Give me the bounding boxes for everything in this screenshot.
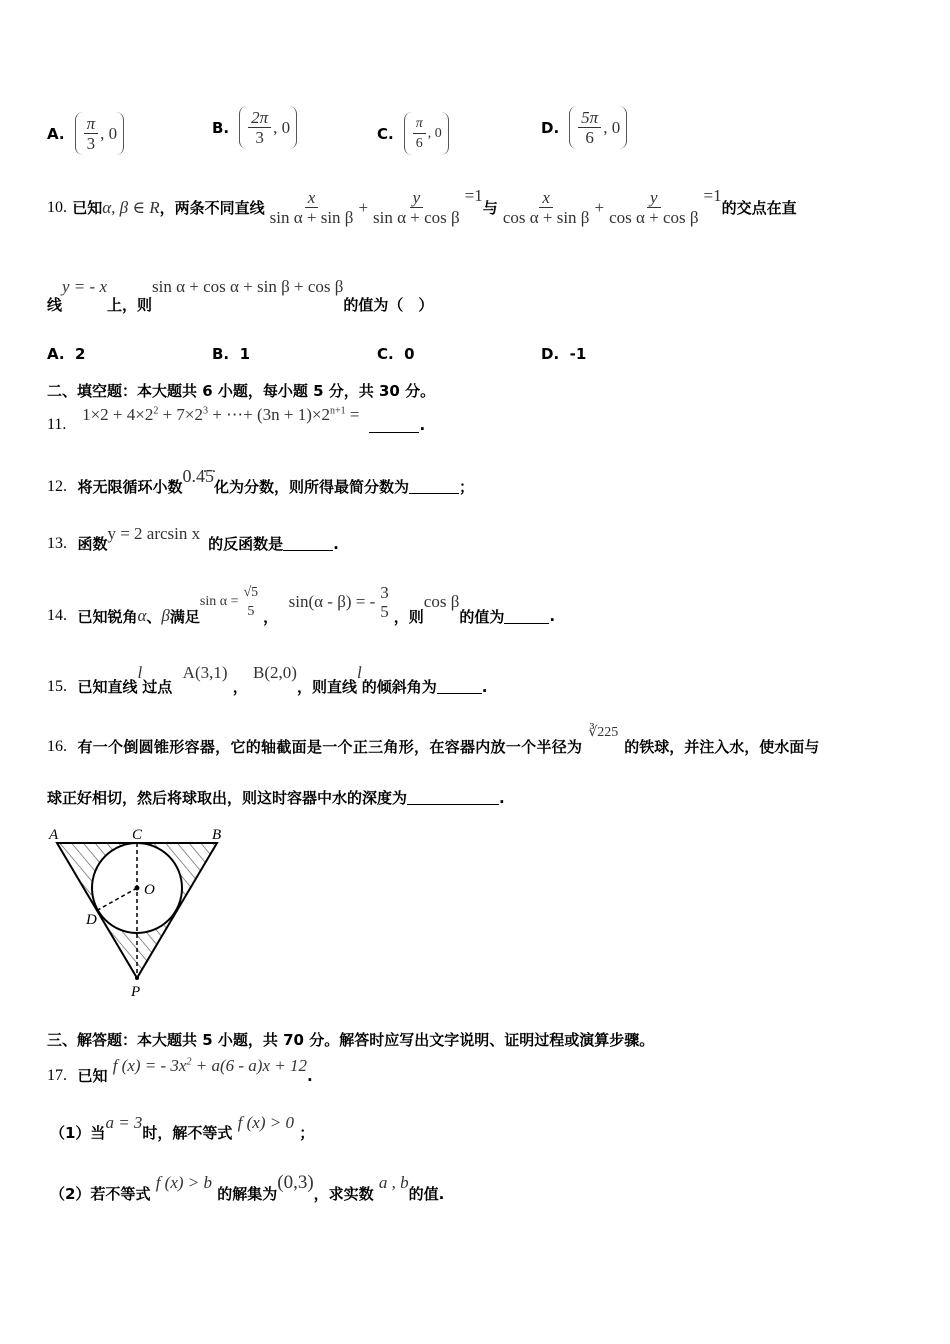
math: + 7×2	[158, 405, 204, 424]
frac-num: 2π	[248, 108, 271, 128]
option-label: B.	[212, 345, 230, 363]
text: ，两条不同直线	[159, 199, 265, 217]
q9-option-a	[47, 112, 124, 155]
frac-den: 3	[86, 134, 96, 153]
text: 的交点在直	[721, 199, 797, 217]
exponent: 2	[153, 405, 159, 417]
math: y = 2 arcsin x	[107, 523, 201, 543]
text: 的值.	[408, 1184, 445, 1203]
math: sin α =	[199, 594, 239, 609]
text: 的值为（ ）	[343, 296, 434, 314]
math: α	[137, 606, 147, 625]
math: B(2,0)	[253, 662, 297, 682]
heading-text: 二、填空题：本大题共 6 小题，每小题 5 分，共 30 分。	[47, 382, 436, 400]
option-label: D.	[541, 118, 560, 137]
q17-part1	[50, 1112, 315, 1142]
text: 上，则	[107, 296, 153, 314]
option-value: 0	[404, 345, 415, 363]
math: cos β	[423, 592, 460, 611]
frac-den: sin α + sin β	[269, 208, 354, 227]
option-label: C.	[377, 124, 394, 143]
answer-blank[interactable]	[409, 479, 459, 494]
label-c: C	[132, 827, 143, 843]
option-value: 1	[239, 345, 251, 363]
text: .	[333, 534, 339, 553]
math: =	[345, 405, 360, 424]
q14	[47, 583, 556, 626]
text: 的值为	[459, 607, 505, 626]
option-tail: , 0	[273, 117, 291, 137]
math: f (x) > 0	[237, 1112, 294, 1132]
text: 球正好相切，然后将球取出，则这时容器中水的深度为	[47, 789, 408, 807]
text: 已知	[72, 199, 103, 217]
option-label: A.	[47, 124, 65, 143]
text: 已知直线	[77, 678, 138, 696]
math: =1	[464, 185, 483, 205]
math: sin α + cos α + sin β + cos β	[152, 276, 344, 296]
answer-blank[interactable]	[369, 418, 419, 433]
text: .	[499, 788, 505, 807]
math: + ⋯+ (3n + 1)×2	[208, 405, 330, 424]
q16-line2	[47, 787, 505, 808]
math: y = - x	[62, 276, 107, 296]
frac-den: cos α + cos β	[609, 208, 699, 227]
frac-den: sin α + cos β	[373, 208, 460, 227]
frac-num: π	[84, 114, 99, 134]
text: 化为分数，则所得最简分数为	[213, 478, 409, 496]
cone-cross-section-figure	[40, 820, 240, 1000]
option-tail: , 0	[603, 117, 621, 137]
text: .	[306, 1066, 313, 1085]
frac-num: 3	[380, 583, 389, 602]
frac-num: x	[305, 188, 319, 208]
math: 0.4̇5̇	[182, 466, 214, 486]
math: sin(α - β) = -	[288, 592, 376, 611]
answer-blank[interactable]	[504, 609, 549, 624]
label-a: A	[49, 827, 59, 843]
q15	[47, 662, 488, 696]
text: 的反函数是	[208, 535, 284, 553]
label-o: O	[144, 882, 155, 898]
frac-num: y	[410, 188, 424, 208]
option-tail: , 0	[427, 125, 442, 141]
option-value: -1	[569, 345, 587, 363]
part-label: （2）若不等式	[50, 1184, 151, 1203]
q10-line1	[47, 185, 797, 227]
math: ∛225	[588, 725, 619, 740]
text: 的解集为	[217, 1184, 278, 1203]
text: 的铁球，并注入水，使水面与	[624, 738, 820, 756]
text: ，则直线	[296, 678, 357, 696]
text: ；	[299, 1124, 315, 1142]
text: .	[419, 416, 426, 434]
center-point	[135, 886, 140, 891]
text: .	[481, 677, 488, 696]
question-number: 12.	[47, 477, 67, 495]
q13	[47, 523, 339, 553]
q10-option-a	[47, 345, 85, 363]
vertex-point	[135, 976, 139, 980]
text: ，则	[393, 607, 424, 626]
frac-den: 5	[247, 604, 255, 619]
label-b: B	[212, 827, 222, 843]
text: 时，解不等式	[142, 1124, 233, 1142]
frac-num: 5π	[578, 108, 601, 128]
math: + a(6 - a)x + 12	[191, 1055, 307, 1075]
text: ，	[263, 607, 279, 626]
text: 已知	[77, 1067, 108, 1085]
option-tail: , 0	[100, 123, 118, 143]
answer-blank[interactable]	[283, 536, 333, 551]
text: 有一个倒圆锥形容器，它的轴截面是一个正三角形，在容器内放一个半径为	[77, 738, 583, 756]
option-label: C.	[377, 345, 394, 363]
option-label: A.	[47, 345, 65, 363]
math: 1×2 + 4×2	[82, 405, 154, 424]
option-value: 2	[75, 345, 86, 363]
frac-den: cos α + sin β	[502, 208, 590, 227]
frac-num: y	[647, 188, 661, 208]
label-p: P	[131, 984, 141, 1000]
frac-num: π	[413, 114, 426, 134]
text: 的倾斜角为	[361, 678, 437, 696]
math: l	[356, 662, 362, 682]
frac-num: x	[539, 188, 553, 208]
exponent: n+1	[329, 405, 346, 417]
question-number: 10.	[47, 198, 67, 216]
question-number: 13.	[47, 534, 67, 552]
q11	[47, 405, 426, 434]
math: f (x) > b	[155, 1173, 212, 1192]
question-number: 11.	[47, 416, 67, 433]
exponent: 2	[186, 1055, 192, 1067]
frac-den: 6	[415, 136, 423, 151]
option-label: B.	[212, 118, 230, 137]
answer-blank[interactable]	[437, 679, 482, 694]
text: 将无限循环小数	[77, 478, 183, 496]
text: 已知锐角	[77, 607, 138, 626]
text: 、	[146, 607, 162, 626]
question-number: 17.	[47, 1066, 67, 1084]
text: ，	[232, 678, 248, 696]
question-number: 15.	[47, 677, 67, 695]
option-label: D.	[541, 345, 560, 363]
math: a = 3	[105, 1112, 143, 1132]
q17-part2	[50, 1172, 445, 1203]
answer-blank[interactable]	[407, 790, 499, 805]
math: l	[137, 662, 143, 682]
math: β	[161, 606, 170, 625]
text: 线	[47, 296, 63, 314]
math: +	[358, 197, 369, 217]
section-2-heading	[47, 380, 435, 401]
question-number: 16.	[47, 737, 67, 755]
heading-text: 三、解答题：本大题共 5 小题，共 70 分。解答时应写出文字说明、证明过程或演算步骤。	[47, 1031, 655, 1049]
q12	[47, 466, 474, 496]
q9-option-b	[212, 106, 297, 149]
q17	[47, 1055, 313, 1085]
q9-option-d	[541, 106, 627, 149]
frac-den: 5	[380, 602, 389, 621]
text: ，求实数	[313, 1184, 374, 1203]
question-number: 14.	[47, 607, 67, 624]
math: +	[594, 197, 605, 217]
frac-den: 6	[585, 128, 594, 147]
q9-option-c	[377, 112, 449, 155]
q10-option-d	[541, 345, 586, 363]
text: 函数	[77, 535, 108, 553]
text: 与	[482, 199, 498, 217]
math: f (x) = - 3x	[112, 1055, 187, 1075]
text: 过点	[142, 678, 173, 696]
math: =1	[703, 185, 722, 205]
q16-line1	[47, 722, 820, 756]
text: .	[549, 607, 556, 625]
q10-option-c	[377, 345, 415, 363]
text: 满足	[169, 607, 200, 626]
text: ；	[458, 478, 474, 496]
q10-option-b	[212, 345, 250, 363]
math: a , b	[378, 1173, 409, 1192]
math: α, β ∈ R	[102, 197, 160, 217]
section-3-heading	[47, 1029, 654, 1050]
frac-den: 3	[255, 128, 264, 147]
part-label: （1）当	[50, 1124, 106, 1142]
math: A(3,1)	[182, 662, 228, 682]
math: (0,3)	[277, 1172, 314, 1193]
frac-num: √5	[243, 585, 259, 600]
label-d: D	[86, 912, 97, 928]
q10-line2	[47, 276, 434, 314]
exponent: 3	[203, 405, 209, 417]
